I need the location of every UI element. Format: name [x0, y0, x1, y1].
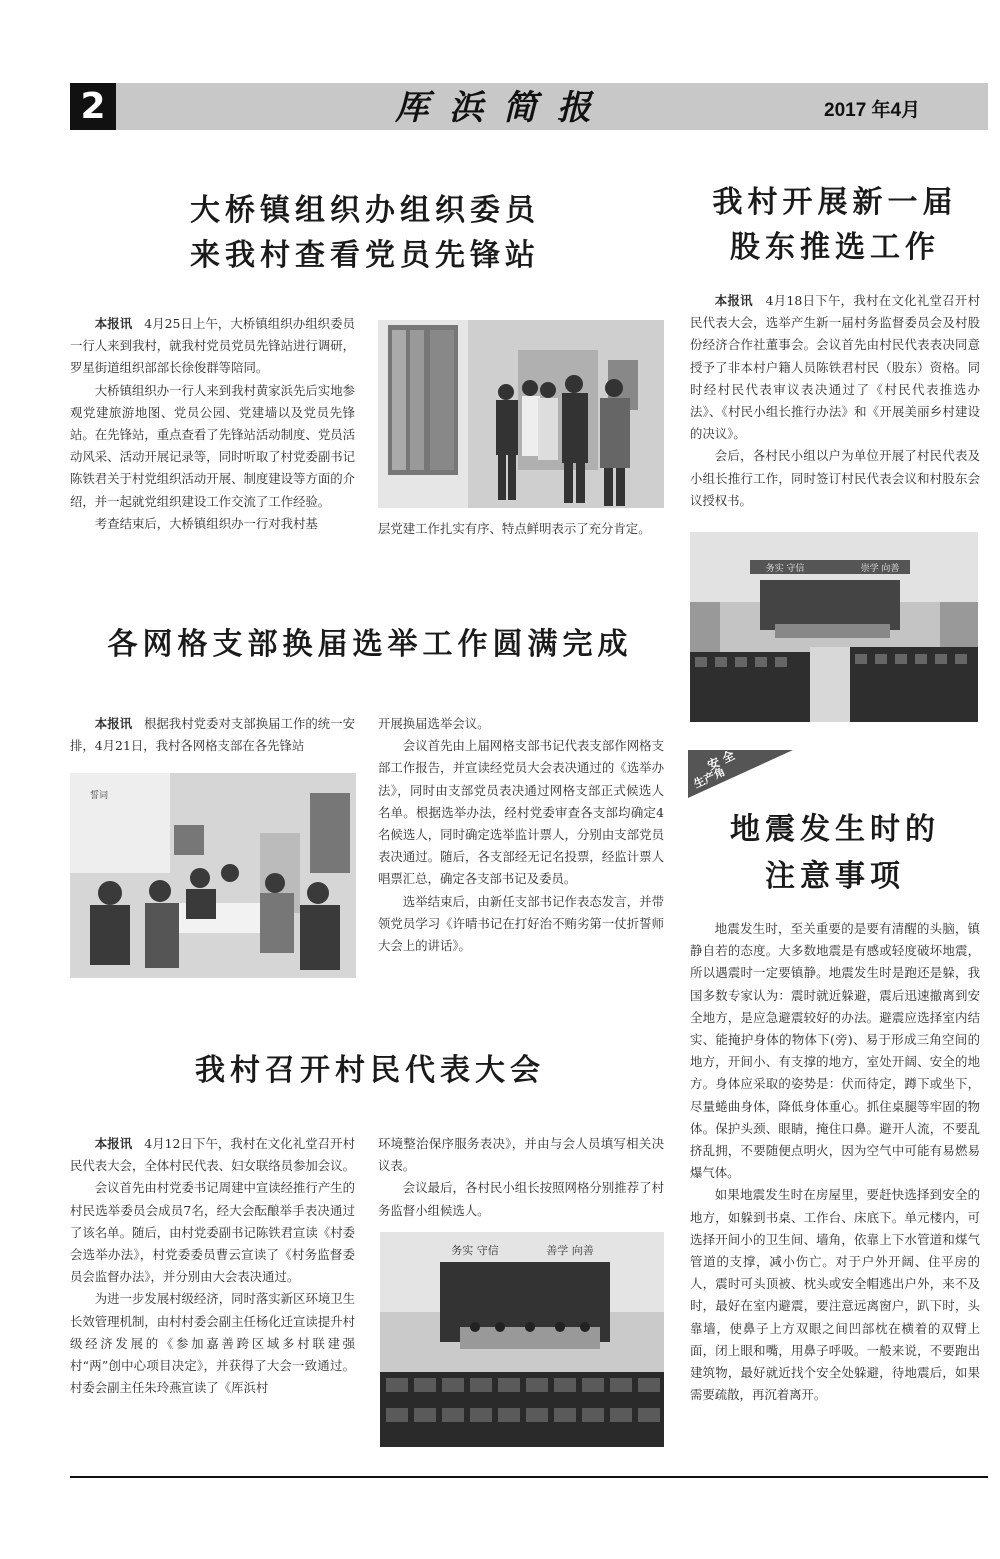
- article-1-col-1: [70, 313, 355, 535]
- article-1-photo: [378, 320, 664, 508]
- article-2-para-1: 4月18日下午，我村在文化礼堂召开村民代表大会，选举产生新一届村务监督委员会及村股份经济合作社董事会。会议首先由村民代表表决同意授予了非本村户籍人员陈铁君村民（股东）资格。同时经村民代表审议表决通过了《村民代表推选办法》、《村民小组长推行办法》和《开展美丽乡村建设的决议》。: [690, 293, 980, 442]
- article-3-wall-board: 誓词: [90, 791, 109, 801]
- article-3-tag: 本报讯: [94, 716, 133, 731]
- article-2-tag: 本报讯: [714, 293, 753, 308]
- article-2-banner-right: 崇学 向善: [860, 564, 900, 574]
- article-1-tag: 本报讯: [94, 316, 133, 331]
- safety-badge: [688, 750, 798, 800]
- article-4-col-2: [378, 1133, 664, 1222]
- article-1-title-line-1: 大桥镇组织办组织委员: [190, 193, 540, 228]
- article-5-title: [690, 806, 980, 900]
- article-4-para-1: 4月12日下午，我村在文化礼堂召开村民代表大会，全体村民代表、妇女联络员参加会议。: [70, 1136, 355, 1174]
- article-5-title-line-2: 注意事项: [765, 859, 905, 894]
- article-4-para-3: 为进一步发展村级经济，同时落实新区环境卫生长效管理机制，由村村委会副主任杨化迁宣读提升村级经济发展的《参加嘉善跨区域多村联建强村“两”创中心项目决定》，并获得了大会一致通过。村委会副主任朱玲燕宣读了《厍浜村: [70, 1291, 355, 1396]
- bottom-rule: [70, 1476, 988, 1478]
- article-1-title: [100, 188, 630, 278]
- article-3-para-3: 会议首先由上届网格支部书记代表支部作网格支部工作报告，并宣读经党员大会表决通过的《选举办法》，同时由支部党员表决通过网格支部正式候选人名单。根据选举办法，经村党委审查各支部均确定4名候选人，同时确定选举监计票人，分别由支部党员表决通过。随后，各支部经无记名投票，经监计票人唱票汇总，确定各支部书记及委员。: [378, 738, 664, 887]
- article-3-para-1: 根据我村党委对支部换届工作的统一安排，4月21日，我村各网格支部在各先锋站: [70, 716, 356, 754]
- article-2-photo: [690, 532, 978, 722]
- issue-date: 2017 年4月: [824, 100, 921, 121]
- article-4-para-5: 会议最后，各村民小组长按照网格分别推荐了村务监督小组候选人。: [378, 1180, 664, 1218]
- article-5-para-1: 地震发生时，至关重要的是要有清醒的头脑，镇静自若的态度。大多数地震是有感或轻度破坏地震，所以遇震时一定要镇静。地震发生时是跑还是躲，我国多数专家认为：震时就近躲避，震后迅速撤离到安全地方，是应急避震较好的办法。避震应选择室内结实、能掩护身体的物体下(旁)、易于形成三角空间的地方，开间小、有支撑的地方，室处开阔、安全的地方。身体应采取的姿势是：伏而待定，蹲下或坐下，尽量蜷曲身体，降低身体重心。抓住桌腿等牢固的物体。保护头颈、眼睛，掩住口鼻。避开人流，不要乱挤乱拥，不要随便点明火，因为空气中可能有易燃易爆气体。: [690, 921, 980, 1181]
- article-2-body: [690, 290, 980, 512]
- article-5-body: [690, 918, 980, 1406]
- article-1-para-2: 大桥镇组织办一行人来到我村黄家浜先后实地参观党建旅游地图、党员公园、党建墙以及党员先锋站。在先锋站，重点查看了先锋站活动制度、党员活动风采、活动开展记录等，同时听取了村党委副书记陈铁君关于村党组织活动开展、制度建设等方面的介绍，并一起就党组织建设工作交流了工作经验。: [70, 382, 355, 509]
- article-2-para-2: 会后，各村民小组以户为单位开展了村民代表及小组长推行工作，同时签订村民代表会议和村股东会议授权书。: [690, 448, 980, 508]
- safety-badge-line-2: 生产角: [691, 764, 728, 791]
- article-3-photo: [70, 773, 356, 978]
- article-1-para-4: 层党建工作扎实有序、特点鲜明表示了充分肯定。: [378, 521, 651, 536]
- safety-badge-line-1: 安 全: [705, 750, 737, 773]
- article-1-title-line-2: 来我村查看党员先锋站: [190, 238, 540, 273]
- article-4-banner-right: 善学 向善: [546, 1244, 594, 1257]
- article-1-col-2: [378, 518, 664, 540]
- article-4-para-4: 环境整治保序服务表决》，并由与会人员填写相关决议表。: [378, 1136, 664, 1174]
- article-3-col-2: [378, 713, 664, 957]
- article-4-tag: 本报讯: [94, 1136, 133, 1151]
- article-4-title: 我村召开村民代表大会: [195, 1053, 545, 1088]
- article-3-para-2: 开展换届选举会议。: [378, 716, 490, 731]
- article-1-para-1: 4月25日上午，大桥镇组织办组织委员一行人来到我村，就我村党员党员先锋站进行调研，罗星街道组织部部长徐俊群等陪同。: [70, 316, 355, 376]
- article-4-col-1: [70, 1133, 355, 1399]
- newspaper-title: 厍浜简报: [395, 88, 611, 128]
- article-1-para-3: 考查结束后，大桥镇组织办一行对我村基: [94, 515, 318, 531]
- article-2-banner-left: 务实 守信: [765, 564, 805, 574]
- article-4-banner-left: 务实 守信: [451, 1244, 499, 1257]
- article-3-title: 各网格支部换届选举工作圆满完成: [107, 627, 633, 662]
- article-4-para-2: 会议首先由村党委书记周建中宣读经推行产生的村民选举委员会成员7名，经大会酝酿举手表决通过了该名单。随后，由村党委副书记陈铁君宣读《村委会选举办法》，村党委委员曹云宣读了《村务监督委员会监督办法》，并分别由大会表决通过。: [70, 1180, 355, 1285]
- article-2-title: [690, 180, 980, 270]
- article-3-col-1: [70, 713, 355, 757]
- article-2-title-line-2: 股东推选工作: [730, 230, 940, 265]
- article-4-photo: [380, 1232, 664, 1447]
- article-3-para-4: 选举结束后，由新任支部书记作表态发言，并带领党员学习《许晴书记在打好治不贿劣第一仗折誓师大会上的讲话》。: [378, 893, 664, 954]
- page-number: 2: [70, 83, 116, 130]
- article-5-para-2: 如果地震发生时在房屋里，要赶快选择到安全的地方，如躲到书桌、工作台、床底下。单元楼内，可选择开间小的卫生间、墙角，依靠上下水管道和煤气管道的支撑，减小伤亡。对于户外开阔、住平房的人，震时可头顶被、枕头或安全帽逃出户外，来不及时，最好在室内避震，要注意远离窗户，趴下时，头靠墙，使鼻子上方双眼之间凹部枕在横着的双臂上面，闭上眼和嘴，用鼻子呼吸。一般来说，不要跑出建筑物，最好就近找个安全处躲避，待地震后，如果需要疏散，再沉着离开。: [690, 1187, 980, 1403]
- article-5-title-line-1: 地震发生时的: [730, 812, 940, 847]
- article-2-title-line-1: 我村开展新一届: [712, 185, 958, 220]
